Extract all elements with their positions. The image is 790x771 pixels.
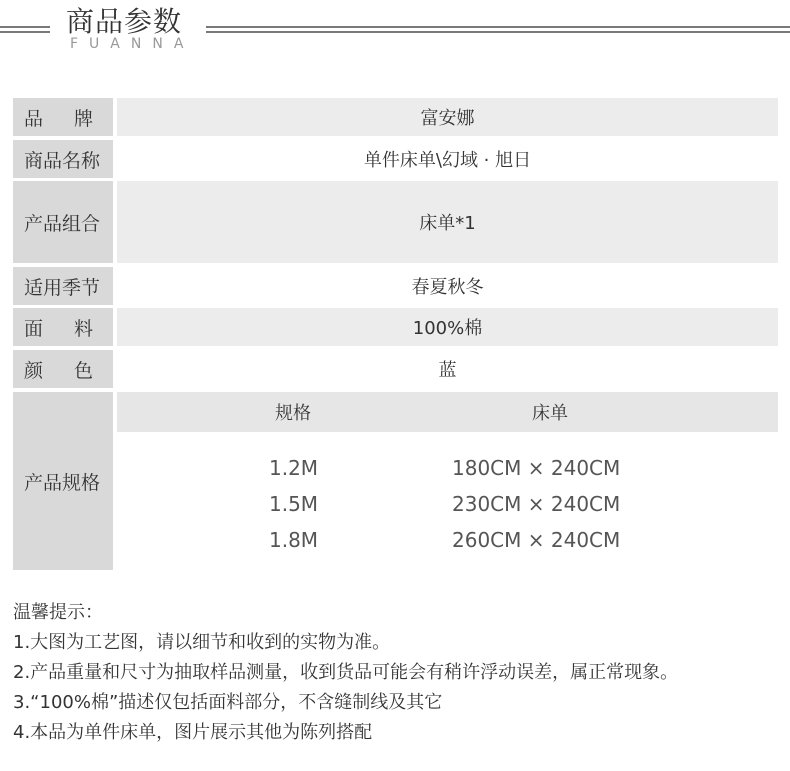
row-value-season: 春夏秋冬	[117, 267, 778, 305]
spec-header	[117, 392, 778, 432]
spec-col-sheet-header: 床单	[532, 403, 568, 424]
spec-size: 1.2M	[269, 456, 319, 480]
spec-size: 1.5M	[269, 492, 319, 516]
tip-item: 3.“100%棉”描述仅包括面料部分，不含缝制线及其它	[13, 692, 443, 713]
row-label-season: 适用季节	[13, 267, 113, 305]
row-label-char: 牌	[73, 107, 93, 130]
row-label-char: 面	[24, 317, 44, 340]
row-value-product-name: 单件床单\幻域 · 旭日	[117, 140, 778, 178]
table-row	[13, 140, 778, 178]
header-divider-right	[206, 31, 790, 33]
spec-col-size-header: 规格	[275, 403, 311, 424]
tip-item: 2.产品重量和尺寸为抽取样品测量，收到货品可能会有稍许浮动误差，属正常现象。	[13, 662, 679, 683]
header-divider-left	[0, 31, 50, 33]
tips-heading: 温馨提示：	[13, 602, 103, 623]
row-label-color	[13, 350, 113, 388]
table-row	[13, 308, 778, 346]
table-row	[13, 267, 778, 305]
header-divider-left	[0, 26, 50, 28]
row-value-color: 蓝	[117, 350, 778, 388]
section-subtitle: FUANNA	[70, 36, 195, 52]
row-label-spec: 产品规格	[13, 392, 113, 570]
table-row	[13, 181, 778, 263]
row-label-fabric	[13, 308, 113, 346]
spec-sheet-dimensions: 230CM × 240CM	[452, 492, 621, 516]
row-label-brand	[13, 98, 113, 136]
row-label-char: 料	[73, 317, 93, 340]
spec-sheet-dimensions: 180CM × 240CM	[452, 456, 621, 480]
row-label-product-name: 商品名称	[13, 140, 113, 178]
header-divider-right	[206, 26, 790, 28]
spec-sheet-dimensions: 260CM × 240CM	[452, 528, 621, 552]
row-value-fabric: 100%棉	[117, 308, 778, 346]
row-label-char: 颜	[24, 359, 44, 382]
section-header	[0, 0, 790, 60]
row-value-combination: 床单*1	[117, 181, 778, 263]
spec-row	[13, 392, 778, 570]
tip-item: 1.大图为工艺图，请以细节和收到的实物为准。	[13, 632, 391, 653]
section-title: 商品参数	[66, 5, 183, 38]
table-row	[13, 98, 778, 136]
row-label-char: 品	[24, 107, 44, 130]
table-row	[13, 350, 778, 388]
row-label-char: 色	[73, 359, 93, 382]
row-value-brand: 富安娜	[117, 98, 778, 136]
row-label-combination: 产品组合	[13, 181, 113, 263]
tip-item: 4.本品为单件床单，图片展示其他为陈列搭配	[13, 722, 373, 743]
spec-size: 1.8M	[269, 528, 319, 552]
